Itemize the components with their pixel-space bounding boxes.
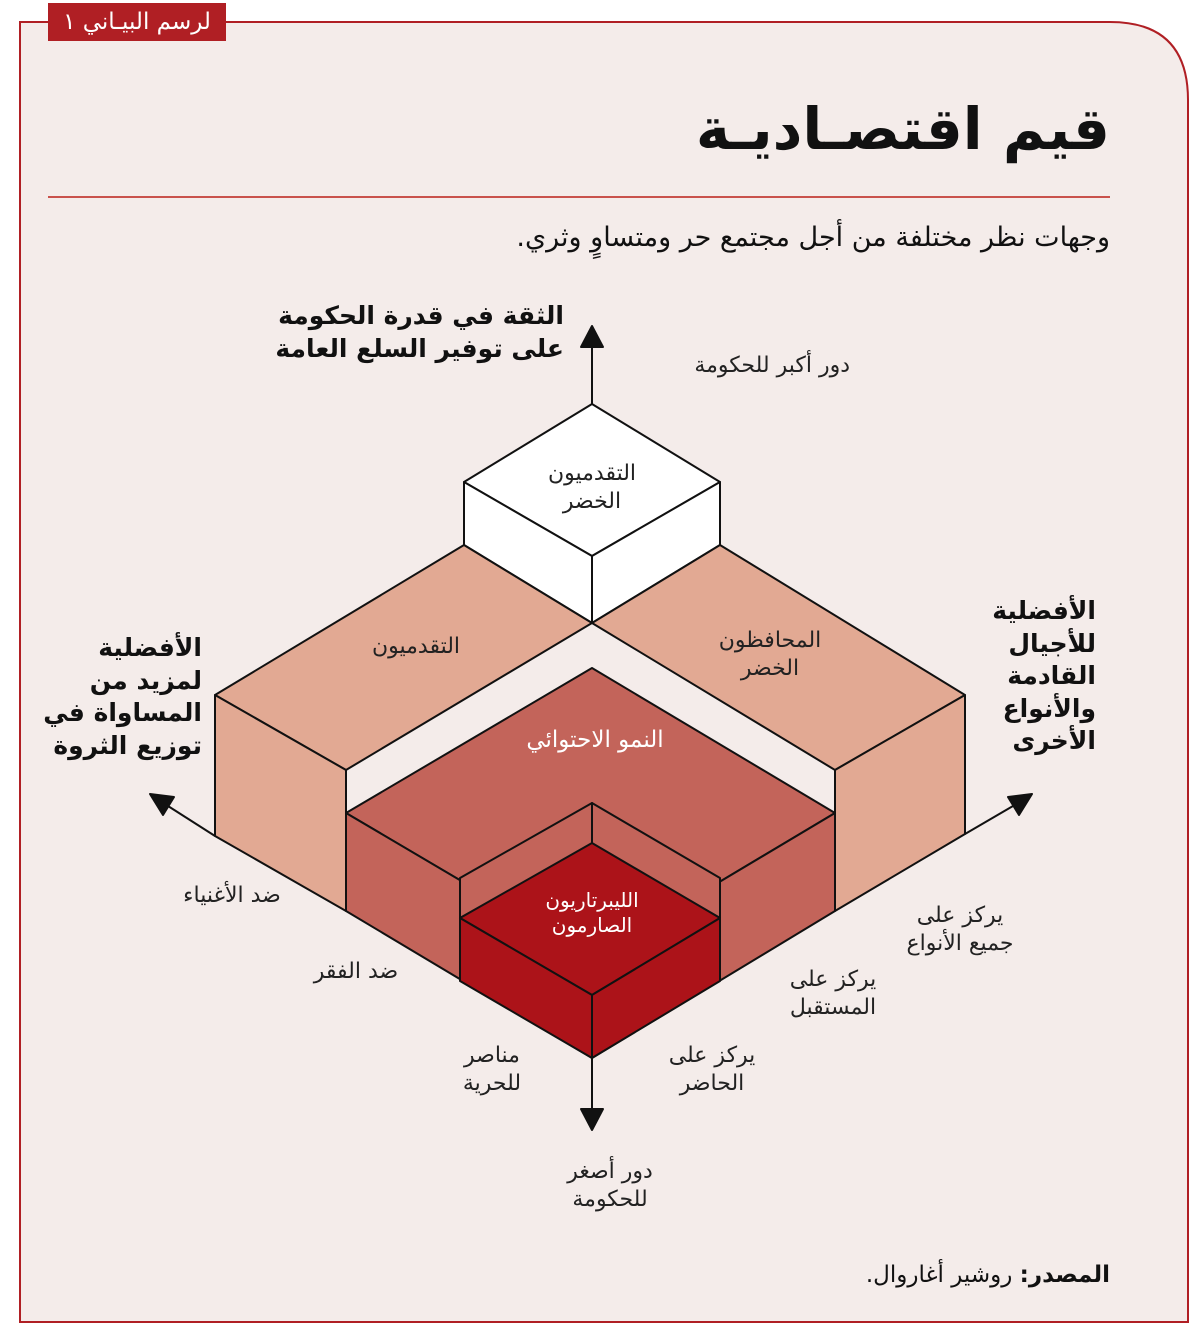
label-inclusive-growth: النمو الاحتوائي [526,727,664,753]
axis-left-arrow [150,794,174,815]
tick-anti-rich: ضد الأغنياء [183,883,281,908]
axis-title-future-generations: الأفضلية للأجيال القادمة والأنواع الأخرى [992,596,1096,755]
axis-right-arrow [1008,794,1032,815]
axis-down-arrow [581,1109,603,1130]
source-text: روشير أغاروال. [865,1262,1013,1288]
label-green-progressives: التقدميون الخضر [547,461,637,514]
tick-focus-future: يركز على المستقبل [789,967,877,1020]
label-progressives: التقدميون [371,634,461,659]
label-hard-libertarians: الليبرتاريون الصارمون [545,888,639,937]
figure-tag: لرسم البيـاني ١ [48,3,226,41]
axis-left [168,806,215,836]
tick-pro-freedom: مناصر للحرية [462,1043,522,1096]
axis-note-bigger-government: دور أكبر للحكومة [694,353,850,378]
tick-focus-present: يركز على الحاضر [668,1043,756,1096]
axis-title-equality: الأفضلية لمزيد من المساواة في توزيع الثروة [43,633,202,760]
label-green-conservatives: المحافظون الخضر [718,628,822,681]
axis-title-government-trust: الثقة في قدرة الحكومة على توفير السلع العامة [275,301,564,363]
tick-anti-poverty: ضد الفقر [313,959,399,984]
source-label: المصدر: [1019,1262,1110,1288]
axis-up-arrow [581,326,603,347]
axis-note-smaller-government: دور أصغر للحكومة [567,1159,653,1212]
source-note [866,1262,1110,1288]
axis-right [965,806,1013,834]
subtitle: وجهات نظر مختلفة من أجل مجتمع حر ومتساوٍ وثري. [516,222,1110,253]
page-title: قيم اقتصـاديـة [695,95,1110,163]
tick-focus-species: يركز على جميع الأنواع [906,903,1014,956]
